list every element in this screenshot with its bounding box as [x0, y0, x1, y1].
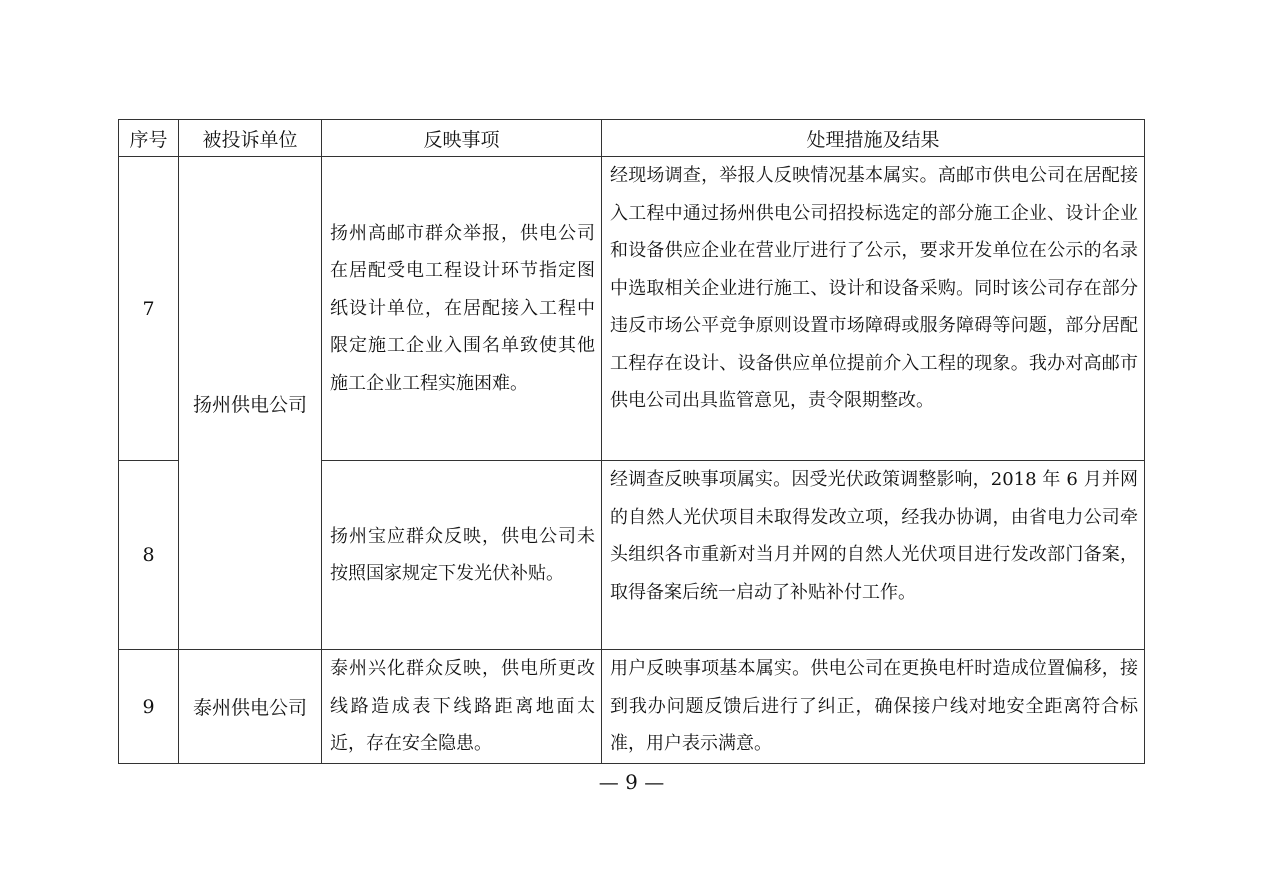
row-unit: 扬州供电公司: [179, 157, 322, 650]
table-header-row: [119, 120, 1145, 157]
header-complained-unit: 被投诉单位: [179, 120, 322, 157]
row-number: 8: [119, 461, 179, 650]
header-reported-issue: 反映事项: [322, 120, 602, 157]
header-serial-number: 序号: [119, 120, 179, 157]
row-number: 7: [119, 157, 179, 461]
row-number: 9: [119, 650, 179, 764]
header-handling-result: 处理措施及结果: [602, 120, 1145, 157]
page-number: — 9 —: [598, 770, 665, 794]
row-issue: 扬州高邮市群众举报，供电公司在居配受电工程设计环节指定图纸设计单位，在居配接入工程中限定施工企业入围名单致使其他施工企业工程实施困难。: [322, 157, 602, 461]
row-issue: 扬州宝应群众反映，供电公司未按照国家规定下发光伏补贴。: [322, 461, 602, 650]
complaint-table: [118, 119, 1145, 764]
table-row: [119, 157, 1145, 461]
row-unit: 泰州供电公司: [179, 650, 322, 764]
row-issue: 泰州兴化群众反映，供电所更改线路造成表下线路距离地面太近，存在安全隐患。: [322, 650, 602, 764]
row-result: 用户反映事项基本属实。供电公司在更换电杆时造成位置偏移，接到我办问题反馈后进行了纠正，确保接户线对地安全距离符合标准，用户表示满意。: [602, 650, 1145, 764]
row-result: 经现场调查，举报人反映情况基本属实。高邮市供电公司在居配接入工程中通过扬州供电公司招投标选定的部分施工企业、设计企业和设备供应企业在营业厅进行了公示，要求开发单位在公示的名录中选取相关企业进行施工、设计和设备采购。同时该公司存在部分违反市场公平竞争原则设置市场障碍或服务障碍等问题，部分居配工程存在设计、设备供应单位提前介入工程的现象。我办对高邮市供电公司出具监管意见，责令限期整改。: [602, 157, 1145, 461]
table-row: [119, 650, 1145, 764]
row-result: 经调查反映事项属实。因受光伏政策调整影响，2018 年 6 月并网的自然人光伏项目未取得发改立项，经我办协调，由省电力公司牵头组织各市重新对当月并网的自然人光伏项目进行发改部门备案，取得备案后统一启动了补贴补付工作。: [602, 461, 1145, 650]
